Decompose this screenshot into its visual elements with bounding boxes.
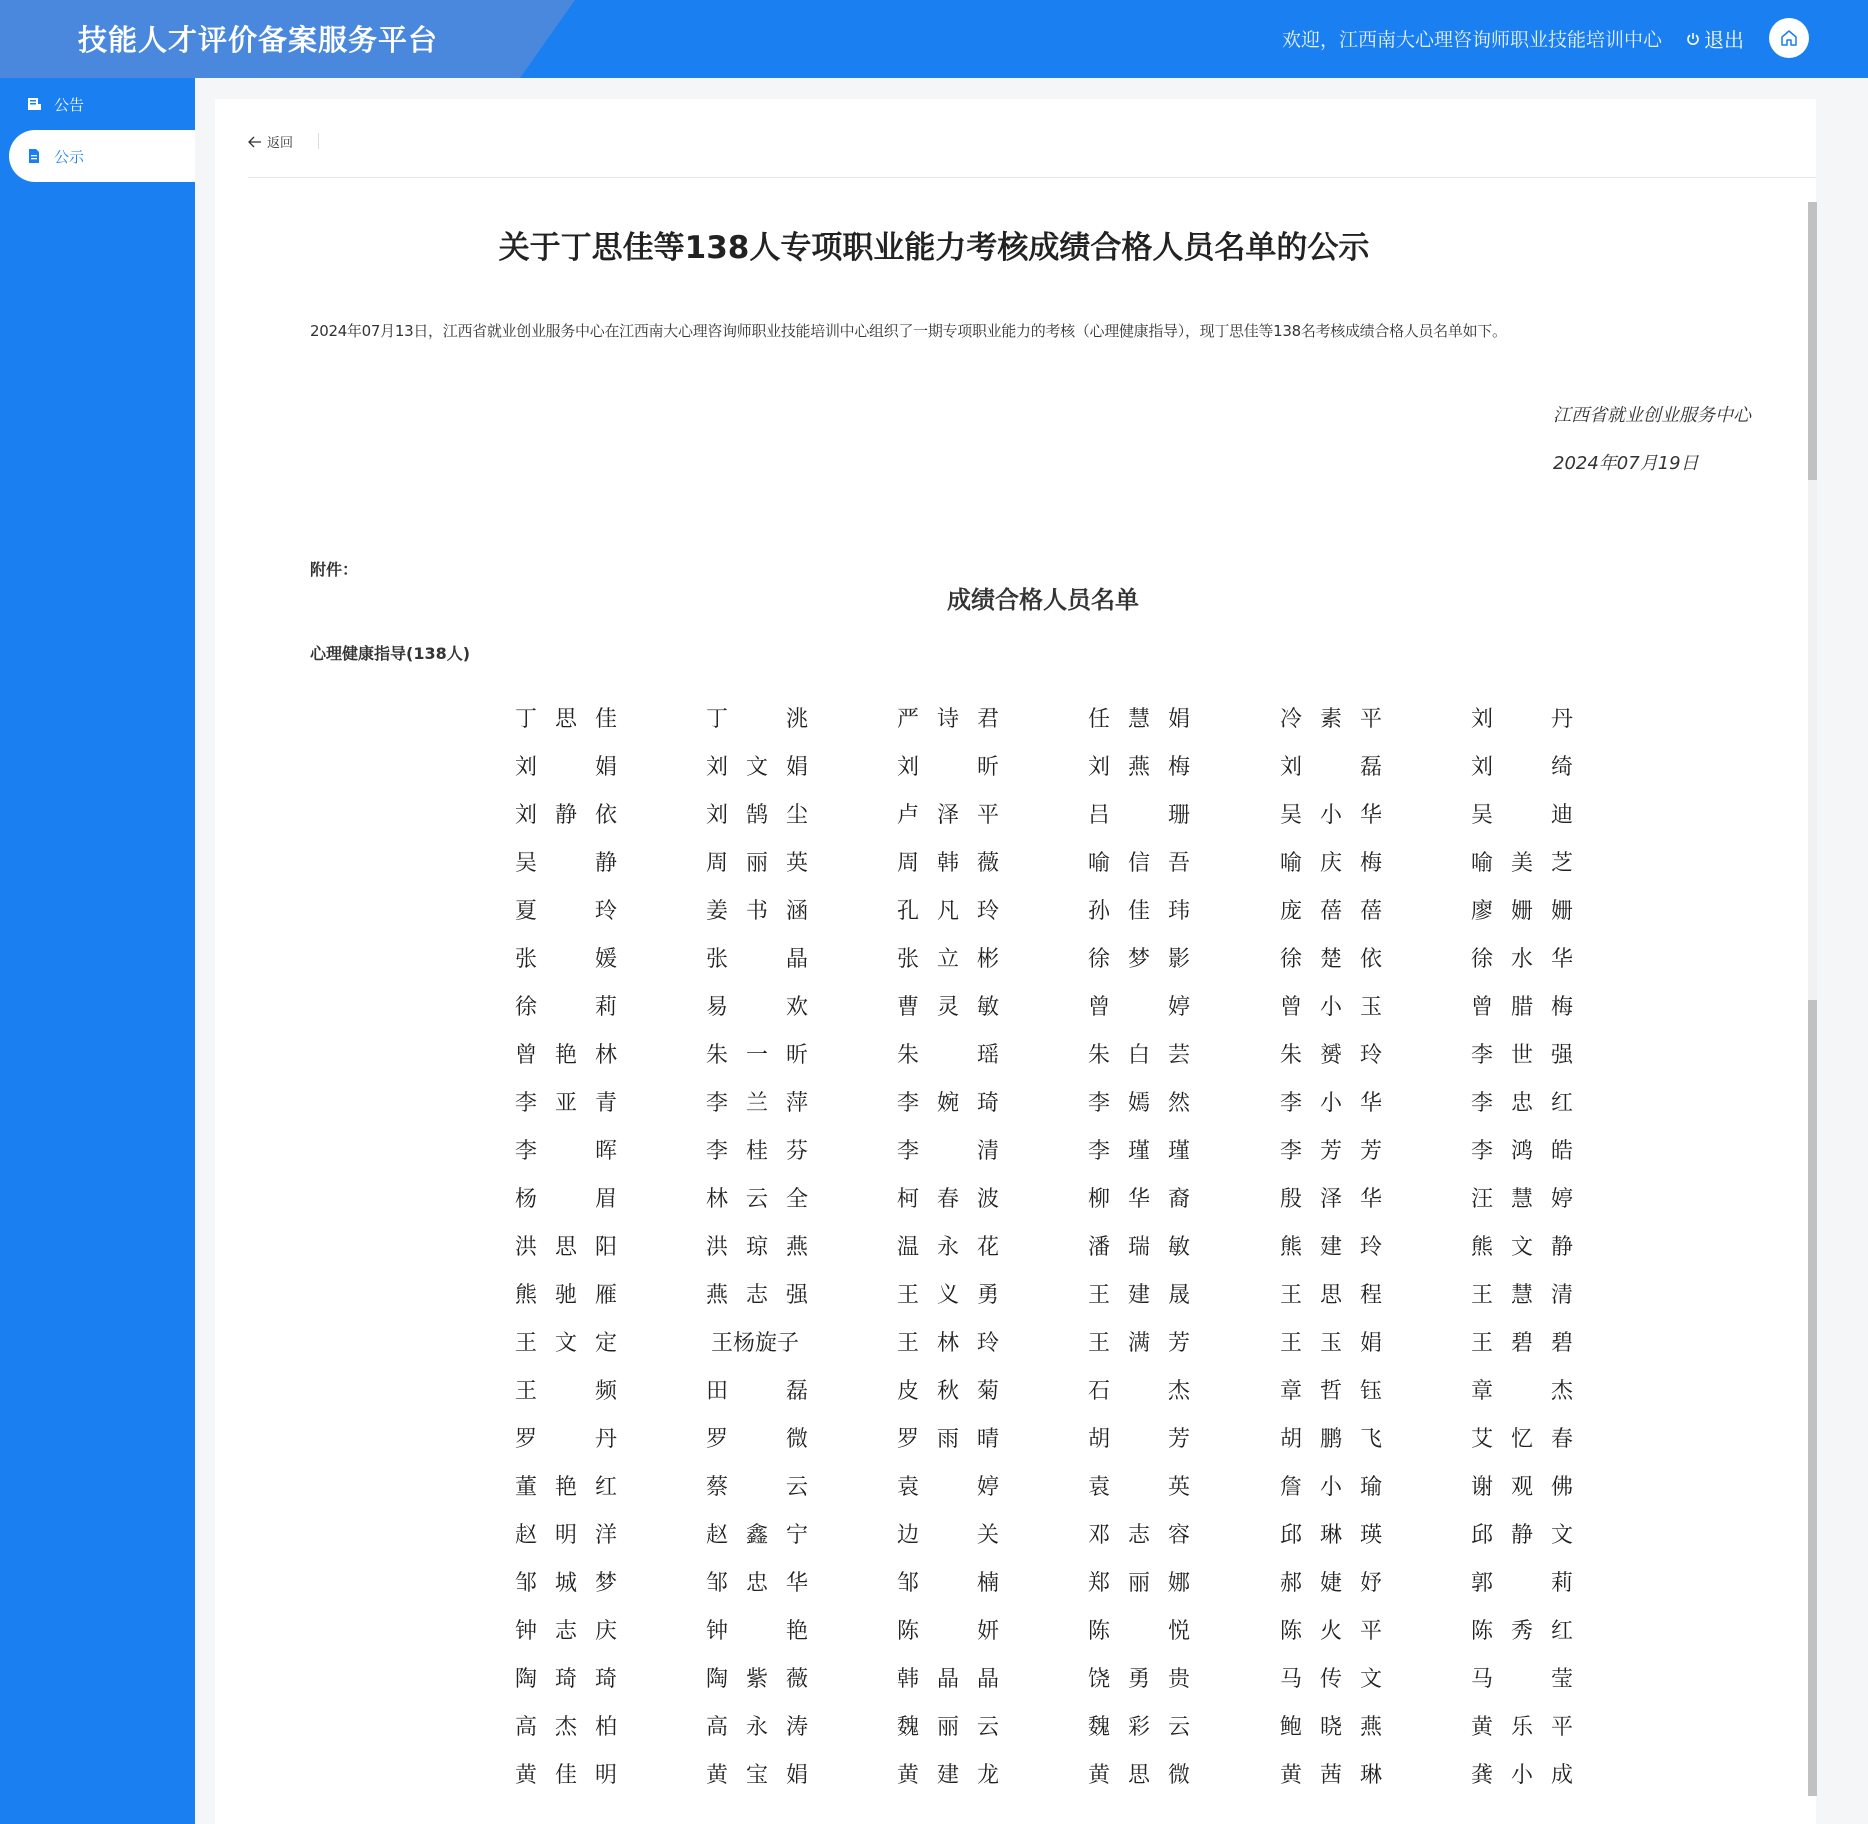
name-cell: 洪 琼 燕 [706,1235,808,1260]
attachment-label: 附件： [310,560,359,579]
name-cell: 李 婉 琦 [897,1091,999,1116]
name-cell: 李 清 [897,1139,999,1164]
name-cell: 王 满 芳 [1088,1331,1190,1356]
name-cell: 刘 绮 [1471,755,1573,780]
name-cell: 丁 洮 [706,707,808,732]
top-header [0,0,1868,78]
name-cell: 喻 信 吾 [1088,851,1190,876]
name-cell: 孙 佳 玮 [1088,899,1190,924]
name-cell: 李 亚 青 [515,1091,617,1116]
name-cell: 刘 燕 梅 [1088,755,1190,780]
name-cell: 李 晖 [515,1139,617,1164]
name-cell: 魏 丽 云 [897,1715,999,1740]
name-cell: 夏 玲 [515,899,617,924]
name-cell: 孔 凡 玲 [897,899,999,924]
scrollbar-thumb-lower[interactable] [1808,1000,1817,1796]
name-cell: 张 媛 [515,947,617,972]
name-cell: 钟 志 庆 [515,1619,617,1644]
name-cell: 边 关 [897,1523,999,1548]
name-cell: 姜 书 涵 [706,899,808,924]
name-cell: 刘 鹄 尘 [706,803,808,828]
name-cell: 黄 宝 娟 [706,1763,808,1788]
name-cell: 徐 梦 影 [1088,947,1190,972]
name-cell: 王 慧 清 [1471,1283,1573,1308]
name-cell: 王 义 勇 [897,1283,999,1308]
name-cell: 温 永 花 [897,1235,999,1260]
arrow-left-icon [248,136,262,148]
name-cell: 黄 建 龙 [897,1763,999,1788]
name-cell: 刘 丹 [1471,707,1573,732]
name-cell: 龚 小 成 [1471,1763,1573,1788]
name-cell: 徐 莉 [515,995,617,1020]
name-cell: 马 莹 [1471,1667,1573,1692]
name-cell: 周 韩 薇 [897,851,999,876]
name-cell: 王 频 [515,1379,617,1404]
name-cell: 黄 乐 平 [1471,1715,1573,1740]
name-cell: 陶 紫 薇 [706,1667,808,1692]
name-cell: 陈 妍 [897,1619,999,1644]
sidebar [0,78,195,1824]
name-cell: 严 诗 君 [897,707,999,732]
document-icon [26,148,42,164]
name-cell: 洪 思 阳 [515,1235,617,1260]
name-cell: 鲍 晓 燕 [1280,1715,1382,1740]
name-cell: 卢 泽 平 [897,803,999,828]
name-cell: 刘 磊 [1280,755,1382,780]
list-title: 成绩合格人员名单 [947,586,1139,614]
name-cell: 王 玉 娟 [1280,1331,1382,1356]
sidebar-item-announcement[interactable] [0,78,195,130]
name-cell: 刘 娟 [515,755,617,780]
name-cell: 石 杰 [1088,1379,1190,1404]
sidebar-item-publicity[interactable] [9,130,195,182]
name-cell: 王 文 定 [515,1331,617,1356]
name-cell: 韩 晶 晶 [897,1667,999,1692]
name-cell: 朱 一 昕 [706,1043,808,1068]
name-cell: 陶 琦 琦 [515,1667,617,1692]
name-cell: 王 思 程 [1280,1283,1382,1308]
divider [248,177,1816,178]
name-cell: 王杨旋子 [710,1331,799,1356]
signature-organization: 江西省就业创业服务中心 [1553,405,1751,426]
name-cell: 罗 微 [706,1427,808,1452]
name-cell: 熊 文 静 [1471,1235,1573,1260]
app-title: 技能人才评价备案服务平台 [78,23,439,57]
name-cell: 邱 静 文 [1471,1523,1573,1548]
name-cell: 曾 小 玉 [1280,995,1382,1020]
name-cell: 郑 丽 娜 [1088,1571,1190,1596]
name-cell: 赵 鑫 宁 [706,1523,808,1548]
name-cell: 喻 庆 梅 [1280,851,1382,876]
name-cell: 张 立 彬 [897,947,999,972]
name-cell: 郝 婕 妤 [1280,1571,1382,1596]
name-cell: 艾 忆 春 [1471,1427,1573,1452]
name-cell: 钟 艳 [706,1619,808,1644]
name-cell: 赵 明 洋 [515,1523,617,1548]
logout-label: 退出 [1704,28,1744,52]
logout-button[interactable] [1686,24,1744,53]
name-cell: 曾 艳 林 [515,1043,617,1068]
name-cell: 李 鸿 皓 [1471,1139,1573,1164]
document-intro: 2024年07月13日，江西省就业创业服务中心在江西南大心理咨询师职业技能培训中心组织了一期专项职业能力的考核（心理健康指导），现丁思佳等138名考核成绩合格人员名单如下。 [310,322,1507,340]
name-cell: 章 哲 钰 [1280,1379,1382,1404]
name-cell: 熊 建 玲 [1280,1235,1382,1260]
name-cell: 熊 驰 雁 [515,1283,617,1308]
name-cell: 庞 蓓 蓓 [1280,899,1382,924]
name-cell: 邹 楠 [897,1571,999,1596]
name-cell: 章 杰 [1471,1379,1573,1404]
name-cell: 王 碧 碧 [1471,1331,1573,1356]
name-cell: 董 艳 红 [515,1475,617,1500]
announcement-icon [26,96,42,112]
name-cell: 高 杰 柏 [515,1715,617,1740]
name-cell: 燕 志 强 [706,1283,808,1308]
name-cell: 李 世 强 [1471,1043,1573,1068]
name-cell: 黄 思 微 [1088,1763,1190,1788]
name-cell: 邓 志 容 [1088,1523,1190,1548]
name-cell: 邹 城 梦 [515,1571,617,1596]
name-cell: 袁 英 [1088,1475,1190,1500]
name-cell: 吴 小 华 [1280,803,1382,828]
back-label: 返回 [267,136,294,151]
name-cell: 黄 佳 明 [515,1763,617,1788]
document-title: 关于丁思佳等138人专项职业能力考核成绩合格人员名单的公示 [498,230,1370,266]
name-cell: 朱 瑶 [897,1043,999,1068]
name-cell: 陈 火 平 [1280,1619,1382,1644]
name-cell: 吕 珊 [1088,803,1190,828]
name-cell: 喻 美 芝 [1471,851,1573,876]
name-cell: 朱 赟 玲 [1280,1043,1382,1068]
name-cell: 潘 瑞 敏 [1088,1235,1190,1260]
home-icon [1779,28,1799,48]
name-cell: 丁 思 佳 [515,707,617,732]
name-cell: 饶 勇 贵 [1088,1667,1190,1692]
name-cell: 柯 春 波 [897,1187,999,1212]
name-cell: 周 丽 英 [706,851,808,876]
welcome-text: 欢迎，江西南大心理咨询师职业技能培训中心 [1281,29,1662,51]
name-cell: 刘 昕 [897,755,999,780]
sidebar-item-label: 公示 [54,147,85,166]
sidebar-item-label: 公告 [54,95,85,114]
name-cell: 田 磊 [706,1379,808,1404]
name-cell: 王 林 玲 [897,1331,999,1356]
name-cell: 李 忠 红 [1471,1091,1573,1116]
name-cell: 胡 芳 [1088,1427,1190,1452]
name-cell: 徐 水 华 [1471,947,1573,972]
name-cell: 皮 秋 菊 [897,1379,999,1404]
name-cell: 袁 婷 [897,1475,999,1500]
name-cell: 黄 茜 琳 [1280,1763,1382,1788]
name-cell: 任 慧 娟 [1088,707,1190,732]
name-cell: 吴 静 [515,851,617,876]
name-cell: 高 永 涛 [706,1715,808,1740]
name-cell: 李 兰 萍 [706,1091,808,1116]
name-cell: 林 云 全 [706,1187,808,1212]
name-cell: 邱 琳 瑛 [1280,1523,1382,1548]
name-cell: 李 瑾 瑾 [1088,1139,1190,1164]
name-cell: 柳 华 裔 [1088,1187,1190,1212]
name-cell: 郭 莉 [1471,1571,1573,1596]
name-cell: 罗 雨 晴 [897,1427,999,1452]
name-cell: 陈 悦 [1088,1619,1190,1644]
content-panel [215,99,1816,1824]
home-button[interactable] [1769,18,1809,58]
name-cell: 李 嫣 然 [1088,1091,1190,1116]
name-cell: 冷 素 平 [1280,707,1382,732]
name-cell: 刘 静 依 [515,803,617,828]
name-cell: 易 欢 [706,995,808,1020]
name-cell: 汪 慧 婷 [1471,1187,1573,1212]
name-cell: 李 小 华 [1280,1091,1382,1116]
name-cell: 刘 文 娟 [706,755,808,780]
name-cell: 邹 忠 华 [706,1571,808,1596]
power-icon [1686,32,1700,46]
name-cell: 朱 白 芸 [1088,1043,1190,1068]
name-cell: 曹 灵 敏 [897,995,999,1020]
name-cell: 廖 姗 姗 [1471,899,1573,924]
name-cell: 李 芳 芳 [1280,1139,1382,1164]
name-cell: 曾 腊 梅 [1471,995,1573,1020]
category-label: 心理健康指导(138人) [310,644,471,663]
divider [318,133,319,149]
name-cell: 罗 丹 [515,1427,617,1452]
name-cell: 殷 泽 华 [1280,1187,1382,1212]
name-cell: 李 桂 芬 [706,1139,808,1164]
name-cell: 詹 小 瑜 [1280,1475,1382,1500]
name-cell: 蔡 云 [706,1475,808,1500]
name-cell: 马 传 文 [1280,1667,1382,1692]
name-cell: 谢 观 佛 [1471,1475,1573,1500]
name-cell: 杨 眉 [515,1187,617,1212]
name-cell: 陈 秀 红 [1471,1619,1573,1644]
name-cell: 曾 婷 [1088,995,1190,1020]
back-button[interactable] [248,132,293,151]
name-cell: 王 建 晟 [1088,1283,1190,1308]
name-cell: 徐 楚 依 [1280,947,1382,972]
name-cell: 魏 彩 云 [1088,1715,1190,1740]
signature-date: 2024年07月19日 [1553,453,1699,474]
name-cell: 吴 迪 [1471,803,1573,828]
name-cell: 张 晶 [706,947,808,972]
name-cell: 胡 鹏 飞 [1280,1427,1382,1452]
